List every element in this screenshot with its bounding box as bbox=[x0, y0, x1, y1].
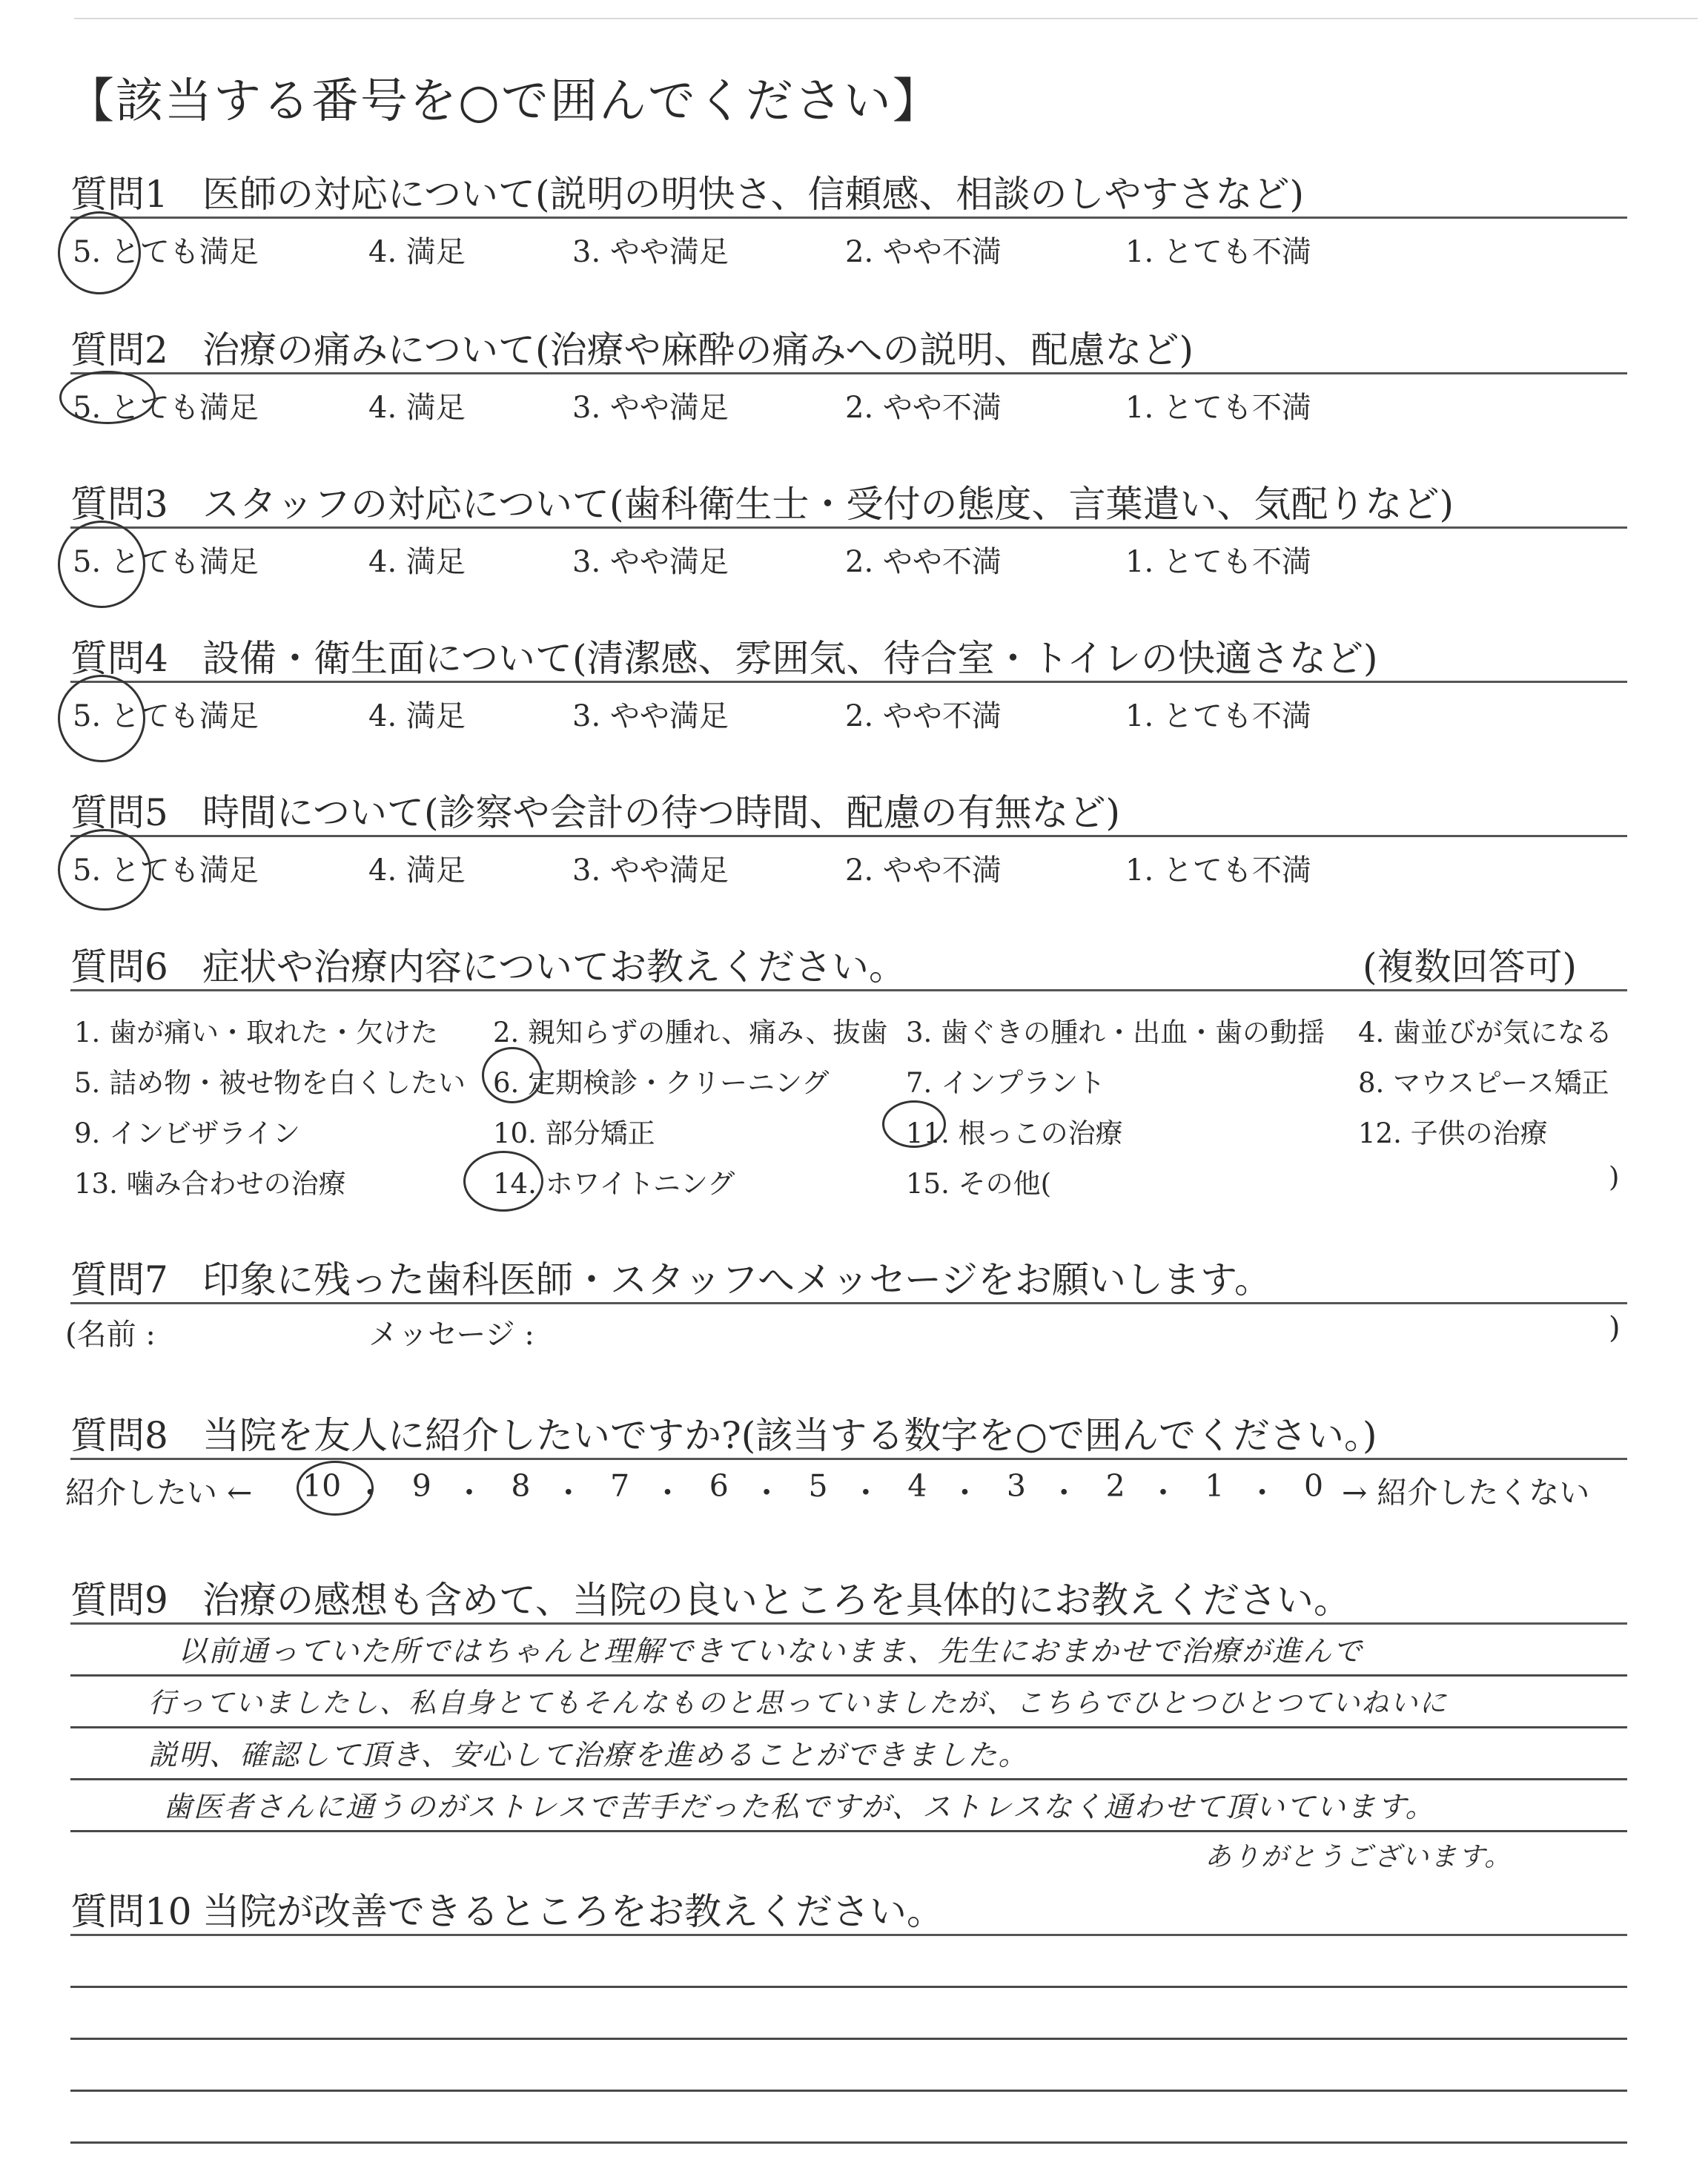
q8-scale-2[interactable]: 2 bbox=[1105, 1468, 1125, 1504]
q6-selection-circle-6 bbox=[482, 1047, 543, 1103]
q10-line-2 bbox=[70, 2038, 1627, 2040]
q9-line-2 bbox=[70, 1726, 1627, 1728]
q8-title: 質問8 当院を友人に紹介したいですか?(該当する数字を○で囲んでください。) bbox=[70, 1414, 1377, 1457]
q6-title: 質問6 症状や治療内容についてお教えください。 bbox=[70, 945, 906, 988]
q3-title: 質問3 スタッフの対応について(歯科衛生士・受付の態度、言葉遣い、気配りなど) bbox=[70, 483, 1454, 526]
q10-rule bbox=[70, 1934, 1627, 1936]
q4-option-3[interactable]: 3. やや満足 bbox=[572, 699, 729, 733]
q8-scale-separator: ・ bbox=[354, 1475, 385, 1510]
q8-right-label: → 紹介したくない bbox=[1342, 1475, 1590, 1510]
q5-option-1[interactable]: 1. とても不満 bbox=[1125, 853, 1311, 888]
q1-option-3[interactable]: 3. やや満足 bbox=[572, 235, 729, 269]
q8-rule bbox=[70, 1458, 1627, 1460]
q6-option-15[interactable]: 15. その他( bbox=[906, 1168, 1052, 1200]
q6-option-9[interactable]: 9. インビザライン bbox=[74, 1117, 300, 1149]
q5-rule bbox=[70, 835, 1627, 837]
q9-line-4 bbox=[70, 1830, 1627, 1832]
q7-close-paren: ) bbox=[1609, 1311, 1621, 1345]
q10-line-3 bbox=[70, 2090, 1627, 2092]
q8-scale-7[interactable]: 7 bbox=[610, 1468, 630, 1504]
q8-scale-6[interactable]: 6 bbox=[709, 1468, 729, 1504]
q2-option-5[interactable]: 5. とても満足 bbox=[73, 391, 259, 425]
q2-option-3[interactable]: 3. やや満足 bbox=[572, 391, 729, 425]
q5-selection-circle bbox=[58, 829, 151, 911]
q6-option-6[interactable]: 6. 定期検診・クリーニング bbox=[493, 1067, 830, 1099]
q7-name-label: (名前 : bbox=[65, 1318, 156, 1352]
q2-selection-circle bbox=[59, 371, 156, 424]
q1-option-5[interactable]: 5. とても満足 bbox=[73, 235, 259, 269]
q8-scale-3[interactable]: 3 bbox=[1006, 1468, 1026, 1504]
q5-option-2[interactable]: 2. やや不満 bbox=[845, 853, 1002, 888]
q8-scale-separator: ・ bbox=[1148, 1475, 1179, 1510]
q3-option-5[interactable]: 5. とても満足 bbox=[73, 545, 259, 579]
q1-option-4[interactable]: 4. 満足 bbox=[368, 235, 466, 269]
q2-option-1[interactable]: 1. とても不満 bbox=[1125, 391, 1311, 425]
q8-scale-separator: ・ bbox=[751, 1475, 782, 1510]
q9-answer-line-4: 歯医者さんに通うのがストレスで苦手だった私ですが、ストレスなく通わせて頂いています。 bbox=[163, 1791, 1436, 1824]
q3-option-2[interactable]: 2. やや不満 bbox=[845, 545, 1002, 579]
q5-option-5[interactable]: 5. とても満足 bbox=[73, 853, 259, 888]
q8-scale-separator: ・ bbox=[553, 1475, 584, 1510]
q5-option-4[interactable]: 4. 満足 bbox=[368, 853, 466, 888]
q3-selection-circle bbox=[58, 521, 145, 608]
q6-option-13[interactable]: 13. 噛み合わせの治療 bbox=[74, 1168, 346, 1200]
q4-option-5[interactable]: 5. とても満足 bbox=[73, 699, 259, 733]
q1-title: 質問1 医師の対応について(説明の明快さ、信頼感、相談のしやすさなど) bbox=[70, 173, 1305, 216]
q8-scale-8[interactable]: 8 bbox=[511, 1468, 531, 1504]
q3-option-4[interactable]: 4. 満足 bbox=[368, 545, 466, 579]
q9-answer-line-5: ありがとうございます。 bbox=[1205, 1842, 1513, 1872]
top-border bbox=[74, 18, 1698, 19]
q9-answer-line-2: 行っていましたし、私自身とてもそんなものと思っていましたが、こちらでひとつひとつていねいに bbox=[148, 1687, 1449, 1719]
q6-option-11[interactable]: 11. 根っこの治療 bbox=[906, 1117, 1123, 1149]
q5-option-3[interactable]: 3. やや満足 bbox=[572, 853, 729, 888]
q4-option-2[interactable]: 2. やや不満 bbox=[845, 699, 1002, 733]
q5-title: 質問5 時間について(診察や会計の待つ時間、配慮の有無など) bbox=[70, 791, 1121, 834]
q7-message-label: メッセージ : bbox=[368, 1318, 534, 1352]
q9-line-3 bbox=[70, 1778, 1627, 1780]
q8-scale-separator: ・ bbox=[850, 1475, 881, 1510]
q9-line-1 bbox=[70, 1674, 1627, 1677]
q7-title: 質問7 印象に残った歯科医師・スタッフへメッセージをお願いします。 bbox=[70, 1258, 1271, 1301]
q4-option-4[interactable]: 4. 満足 bbox=[368, 699, 466, 733]
q3-option-3[interactable]: 3. やや満足 bbox=[572, 545, 729, 579]
q6-option-14[interactable]: 14. ホワイトニング bbox=[493, 1168, 735, 1200]
q6-option-8[interactable]: 8. マウスピース矯正 bbox=[1358, 1067, 1609, 1099]
q2-rule bbox=[70, 372, 1627, 374]
q6-option-7[interactable]: 7. インプラント bbox=[906, 1067, 1106, 1099]
q1-option-2[interactable]: 2. やや不満 bbox=[845, 235, 1002, 269]
q6-option-10[interactable]: 10. 部分矯正 bbox=[493, 1117, 655, 1149]
q6-option-3[interactable]: 3. 歯ぐきの腫れ・出血・歯の動揺 bbox=[906, 1017, 1325, 1048]
q8-scale-separator: ・ bbox=[1247, 1475, 1278, 1510]
q7-rule bbox=[70, 1302, 1627, 1304]
q10-line-4 bbox=[70, 2141, 1627, 2144]
q2-option-2[interactable]: 2. やや不満 bbox=[845, 391, 1002, 425]
q6-note: (複数回答可) bbox=[1363, 945, 1578, 988]
q4-rule bbox=[70, 681, 1627, 683]
q8-scale-separator: ・ bbox=[1048, 1475, 1079, 1510]
q4-selection-circle bbox=[58, 675, 145, 762]
q6-option-1[interactable]: 1. 歯が痛い・取れた・欠けた bbox=[74, 1017, 439, 1048]
q8-selection-circle bbox=[297, 1461, 374, 1516]
q8-scale-separator: ・ bbox=[652, 1475, 683, 1510]
q8-scale-separator: ・ bbox=[950, 1475, 981, 1510]
q1-rule bbox=[70, 217, 1627, 219]
q2-title: 質問2 治療の痛みについて(治療や麻酔の痛みへの説明、配慮など) bbox=[70, 328, 1194, 371]
q6-option-15-close: ) bbox=[1609, 1161, 1620, 1193]
q8-scale-9[interactable]: 9 bbox=[411, 1468, 431, 1504]
q1-option-1[interactable]: 1. とても不満 bbox=[1125, 235, 1311, 269]
q6-selection-circle-14 bbox=[463, 1151, 543, 1212]
q8-scale-separator: ・ bbox=[454, 1475, 485, 1510]
q6-option-2[interactable]: 2. 親知らずの腫れ、痛み、抜歯 bbox=[493, 1017, 888, 1048]
q6-option-4[interactable]: 4. 歯並びが気になる bbox=[1358, 1017, 1613, 1048]
q6-selection-circle-11 bbox=[882, 1100, 946, 1148]
q4-title: 質問4 設備・衛生面について(清潔感、雰囲気、待合室・トイレの快適さなど) bbox=[70, 637, 1378, 680]
q6-option-5[interactable]: 5. 詰め物・被せ物を白くしたい bbox=[74, 1067, 466, 1099]
q8-scale-10[interactable]: 10 bbox=[302, 1468, 342, 1504]
q2-option-4[interactable]: 4. 満足 bbox=[368, 391, 466, 425]
q8-scale-4[interactable]: 4 bbox=[907, 1468, 927, 1504]
q6-option-12[interactable]: 12. 子供の治療 bbox=[1358, 1117, 1548, 1149]
q3-rule bbox=[70, 526, 1627, 529]
q4-option-1[interactable]: 1. とても不満 bbox=[1125, 699, 1311, 733]
q9-answer-line-1: 以前通っていた所ではちゃんと理解できていないまま、先生におまかせで治療が進んで bbox=[178, 1635, 1364, 1668]
q9-answer-line-3: 説明、確認して頂き、安心して治療を進めることができました。 bbox=[148, 1739, 1029, 1772]
q8-scale-5[interactable]: 5 bbox=[808, 1468, 828, 1504]
page-header: 【該当する番号を○で囲んでください】 bbox=[67, 74, 941, 129]
q6-rule bbox=[70, 989, 1627, 991]
q8-scale-0[interactable]: 0 bbox=[1304, 1468, 1324, 1504]
q9-rule bbox=[70, 1622, 1627, 1625]
q3-option-1[interactable]: 1. とても不満 bbox=[1125, 545, 1311, 579]
q9-title: 質問9 治療の感想も含めて、当院の良いところを具体的にお教えください。 bbox=[70, 1579, 1351, 1622]
q10-title: 質問10 当院が改善できるところをお教えください。 bbox=[70, 1890, 944, 1933]
q1-selection-circle bbox=[58, 211, 141, 294]
q10-line-1 bbox=[70, 1986, 1627, 1988]
q8-scale-1[interactable]: 1 bbox=[1205, 1468, 1225, 1504]
q8-left-label: 紹介したい ← bbox=[65, 1475, 253, 1510]
